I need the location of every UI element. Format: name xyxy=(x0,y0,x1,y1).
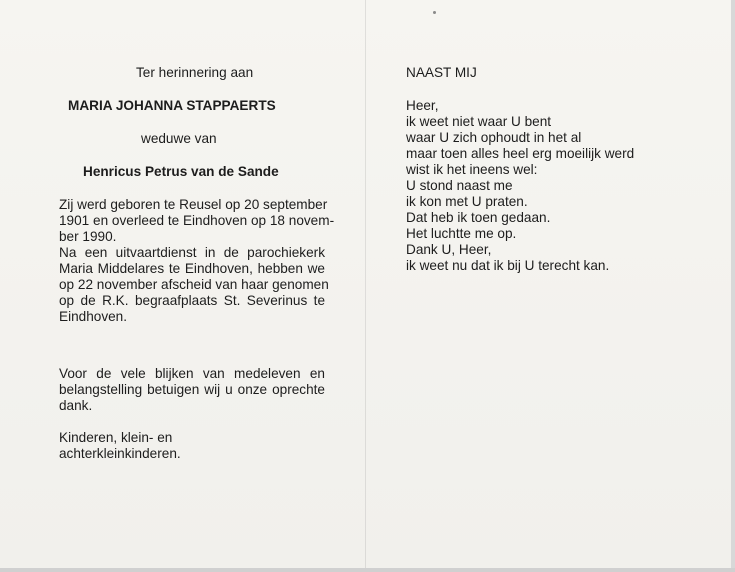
poem-line-8: Dat heb ik toen gedaan. xyxy=(406,210,551,225)
para1-line-3: ber 1990. xyxy=(59,229,117,244)
poem-line-11: ik weet nu dat ik bij U terecht kan. xyxy=(406,258,610,273)
poem-title: NAAST MIJ xyxy=(406,65,477,80)
para3-line-1: Voor de vele blijken van medeleven en xyxy=(59,366,325,381)
poem-line-3: waar U zich ophoudt in het al xyxy=(406,130,582,145)
para2-line-4: op de R.K. begraafplaats St. Severinus te xyxy=(59,293,325,308)
husband-name: Henricus Petrus van de Sande xyxy=(83,164,279,179)
paper-speck xyxy=(433,11,436,14)
para2-line-3: op 22 november afscheid van haar genomen xyxy=(59,277,329,292)
poem-line-4: maar toen alles heel erg moeilijk werd xyxy=(406,146,635,161)
para2-line-1: Na een uitvaartdienst in de parochiekerk xyxy=(59,245,325,260)
para3-line-3: dank. xyxy=(59,398,93,413)
card-edge-right xyxy=(731,0,735,572)
poem-line-6: U stond naast me xyxy=(406,178,513,193)
para2-line-5: Eindhoven. xyxy=(59,309,128,324)
para1-line-2: 1901 en overleed te Eindhoven op 18 novem- xyxy=(59,213,335,228)
card-fold-line xyxy=(365,0,366,572)
signature-line-2: achterkleinkinderen. xyxy=(59,446,181,461)
card-edge-bottom xyxy=(0,568,735,572)
poem-line-10: Dank U, Heer, xyxy=(406,242,492,257)
signature-line-1: Kinderen, klein- en xyxy=(59,430,173,445)
poem-line-2: ik weet niet waar U bent xyxy=(406,114,552,129)
intro-text: Ter herinnering aan xyxy=(136,65,254,80)
para2-line-2: Maria Middelares te Eindhoven, hebben we xyxy=(59,261,325,276)
poem-line-9: Het luchtte me op. xyxy=(406,226,517,241)
poem-line-5: wist ik het ineens wel: xyxy=(406,162,538,177)
para1-line-1: Zij werd geboren te Reusel op 20 september xyxy=(59,197,328,212)
para3-line-2: belangstelling betuigen wij u onze oprechte xyxy=(59,382,325,397)
widow-of-text: weduwe van xyxy=(141,131,217,146)
deceased-name: MARIA JOHANNA STAPPAERTS xyxy=(68,98,276,113)
poem-line-1: Heer, xyxy=(406,98,439,113)
poem-line-7: ik kon met U praten. xyxy=(406,194,528,209)
